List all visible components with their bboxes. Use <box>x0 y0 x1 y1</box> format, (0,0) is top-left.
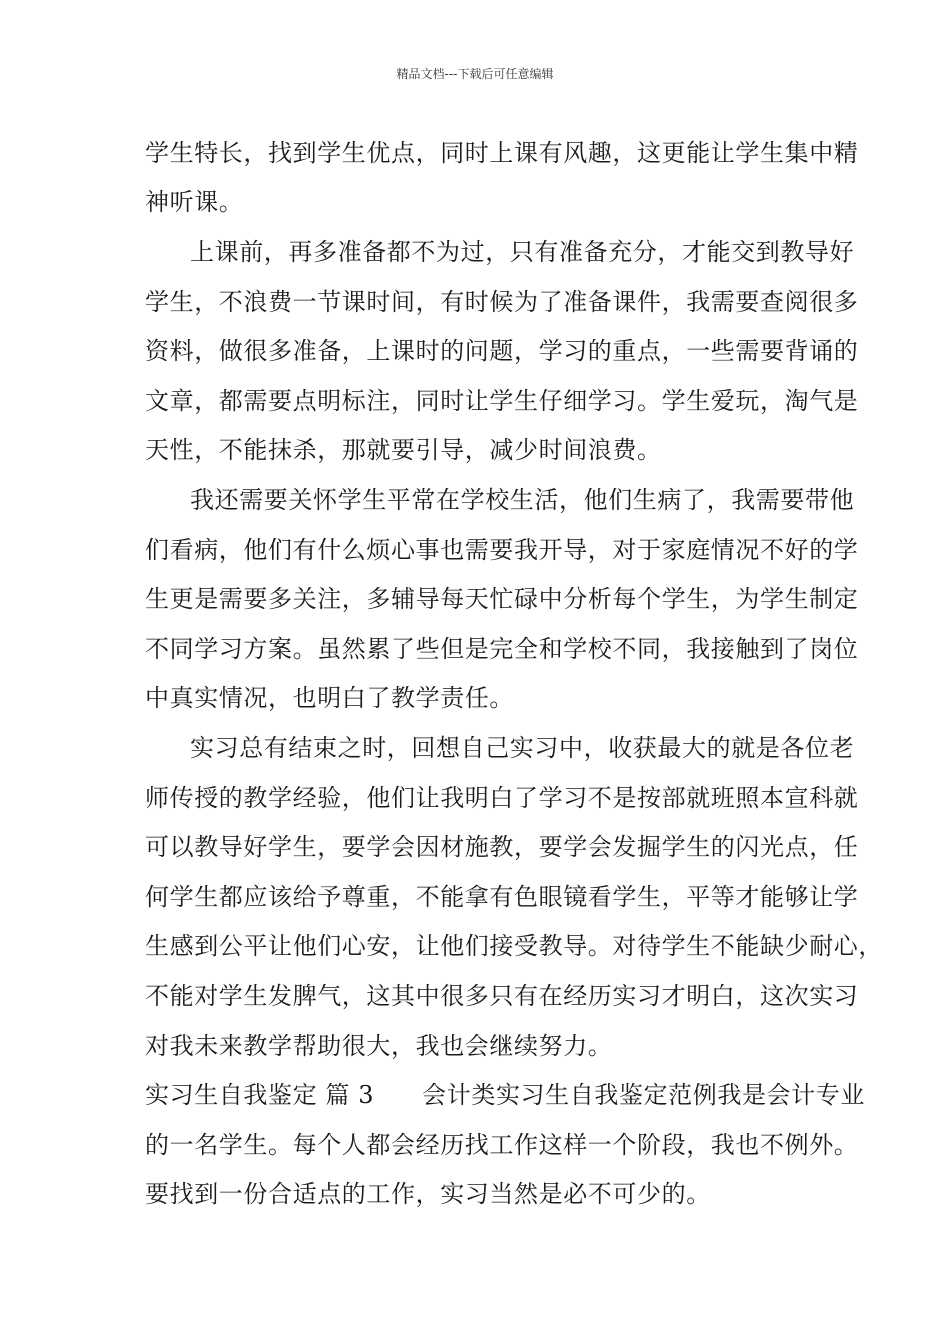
text-line: 生感到公平让他们心安，让他们接受教导。对待学生不能缺少耐心， <box>145 932 883 960</box>
section-title: 实习生自我鉴定 篇 3 <box>145 1081 375 1109</box>
text-line: 对我未来教学帮助很大，我也会继续努力。 <box>145 1032 613 1060</box>
text-line: 师传授的教学经验，他们让我明白了学习不是按部就班照本宣科就 <box>145 784 859 812</box>
text-line: 要找到一份合适点的工作，实习当然是必不可少的。 <box>145 1180 711 1208</box>
text-line: 学生特长，找到学生优点，同时上课有风趣，这更能让学生集中精 <box>145 139 859 167</box>
paragraph-first-line: 上课前，再多准备都不为过，只有准备充分，才能交到教导好 <box>190 238 855 266</box>
text-line: 文章，都需要点明标注，同时让学生仔细学习。学生爱玩，淘气是 <box>145 387 859 415</box>
text-line: 天性，不能抹杀，那就要引导，减少时间浪费。 <box>145 436 662 464</box>
section-heading-line <box>145 1079 865 1111</box>
text-line: 何学生都应该给予尊重，不能拿有色眼镜看学生，平等才能够让学 <box>145 883 859 911</box>
text-line: 中真实情况，也明白了教学责任。 <box>145 684 514 712</box>
section-intro-text: 会计类实习生自我鉴定范例我是会计专业 <box>422 1081 865 1109</box>
text-line: 不同学习方案。虽然累了些但是完全和学校不同，我接触到了岗位 <box>145 635 859 663</box>
paragraph-first-line: 实习总有结束之时，回想自己实习中，收获最大的就是各位老 <box>190 734 855 762</box>
text-line: 神听课。 <box>145 188 244 216</box>
text-line: 生更是需要多关注，多辅导每天忙碌中分析每个学生，为学生制定 <box>145 585 859 613</box>
page-header: 精品文档---下载后可任意编辑 <box>396 67 554 81</box>
text-line: 的一名学生。每个人都会经历找工作这样一个阶段，我也不例外。 <box>145 1131 859 1159</box>
text-line: 们看病，他们有什么烦心事也需要我开导，对于家庭情况不好的学 <box>145 536 859 564</box>
text-line: 可以教导好学生，要学会因材施教，要学会发掘学生的闪光点，任 <box>145 833 859 861</box>
paragraph-first-line: 我还需要关怀学生平常在学校生活，他们生病了，我需要带他 <box>190 486 855 514</box>
text-line: 不能对学生发脾气，这其中很多只有在经历实习才明白，这次实习 <box>145 982 859 1010</box>
text-line: 资料，做很多准备，上课时的问题，学习的重点，一些需要背诵的 <box>145 337 859 365</box>
text-line: 学生，不浪费一节课时间，有时候为了准备课件，我需要查阅很多 <box>145 288 859 316</box>
